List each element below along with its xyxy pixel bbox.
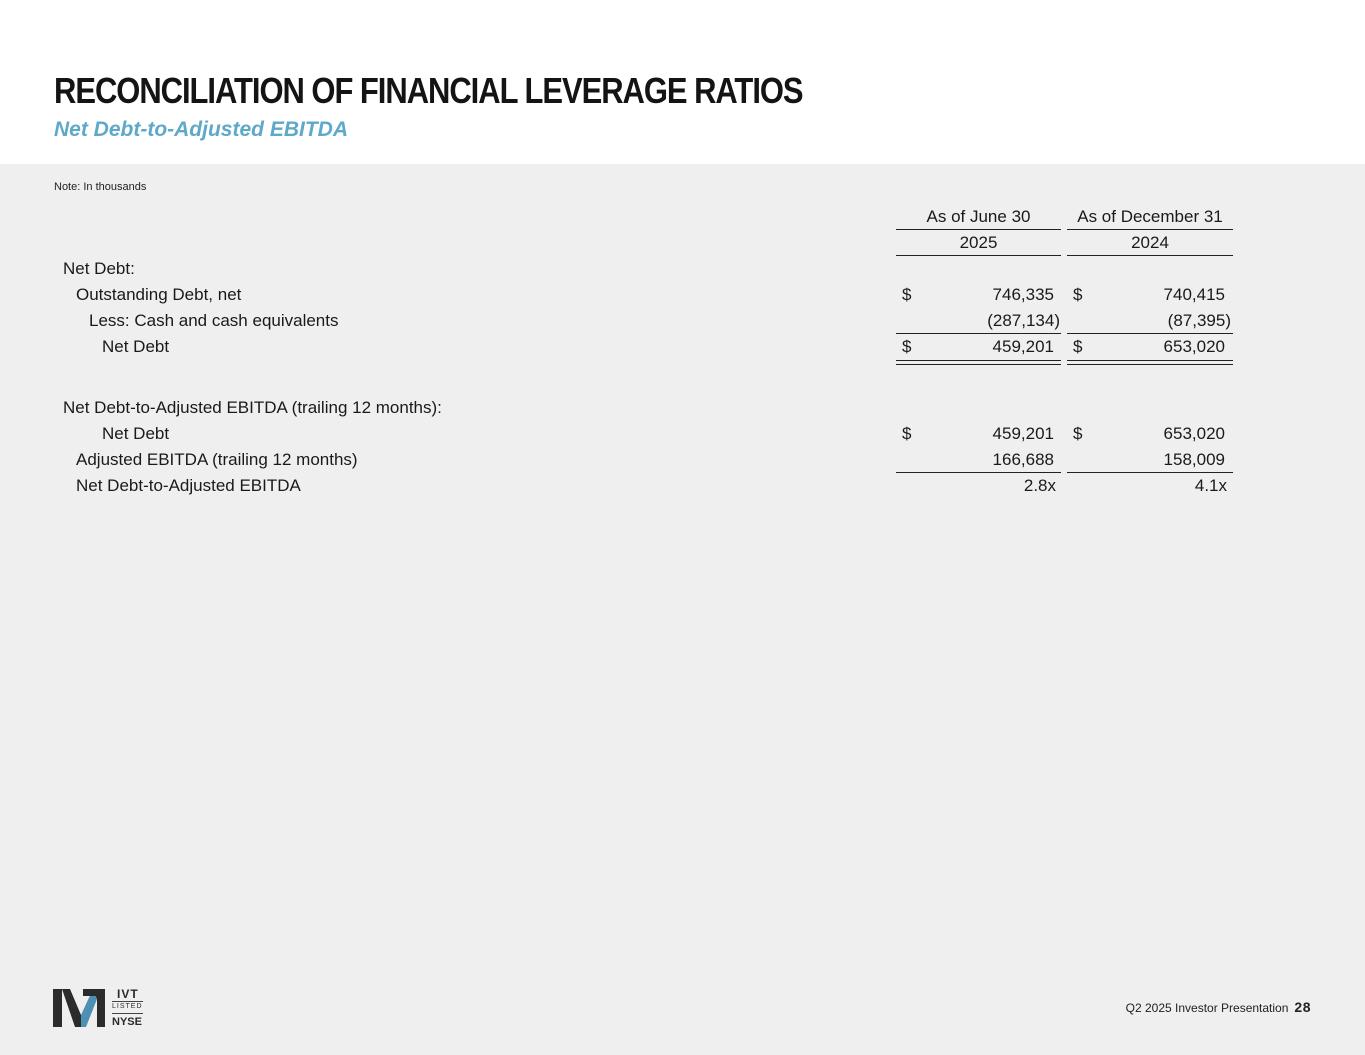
currency-symbol: $: [902, 337, 912, 356]
section-net-debt: Net Debt:: [63, 259, 135, 278]
currency-symbol: $: [1073, 285, 1083, 304]
units-note: Note: In thousands: [54, 181, 147, 193]
logo-listed: LISTED: [112, 1003, 143, 1010]
subtotal-rule: [1067, 333, 1233, 334]
currency-symbol: $: [1073, 337, 1083, 356]
header-rule: [896, 255, 1061, 256]
value-2024: 158,009: [1163, 450, 1225, 469]
column-year-2025: 2025: [959, 233, 998, 252]
presentation-title: Q2 2025 Investor Presentation: [1125, 1001, 1289, 1015]
logo-exchange: NYSE: [112, 1016, 142, 1028]
currency-symbol: $: [1073, 424, 1083, 443]
currency-symbol: $: [902, 424, 912, 443]
value-2025: 459,201: [992, 337, 1054, 356]
value-2024: 740,415: [1163, 285, 1225, 304]
row-adj-ebitda-label: Adjusted EBITDA (trailing 12 months): [76, 450, 358, 469]
logo-ticker: IVT: [117, 987, 139, 1001]
header-rule: [1067, 229, 1233, 230]
total-double-rule: [1067, 360, 1233, 365]
logo-divider: [112, 1001, 143, 1002]
page-number: 28: [1294, 999, 1311, 1015]
row-ratio-label: Net Debt-to-Adjusted EBITDA: [76, 476, 301, 495]
row-net-debt-2-label: Net Debt: [102, 424, 170, 443]
page-title: RECONCILIATION OF FINANCIAL LEVERAGE RATIOS: [54, 70, 803, 111]
subtotal-rule: [1067, 472, 1233, 473]
value-2025: (287,134): [987, 311, 1060, 330]
column-period-2025: As of June 30: [926, 207, 1031, 226]
currency-symbol: $: [902, 285, 912, 304]
row-net-debt-label: Net Debt: [102, 337, 170, 356]
row-outstanding-debt-label: Outstanding Debt, net: [76, 285, 242, 304]
value-2025: 746,335: [992, 285, 1054, 304]
value-2024: 653,020: [1163, 424, 1225, 443]
value-2025: 166,688: [992, 450, 1054, 469]
total-double-rule: [896, 360, 1061, 365]
column-year-2024: 2024: [1131, 233, 1169, 252]
value-2024: 653,020: [1163, 337, 1225, 356]
section-ratio: Net Debt-to-Adjusted EBITDA (trailing 12 months):: [63, 398, 442, 417]
value-2024: 4.1x: [1194, 476, 1227, 495]
header-rule: [1067, 255, 1233, 256]
value-2025: 459,201: [992, 424, 1054, 443]
header-rule: [896, 229, 1061, 230]
page-subtitle: Net Debt-to-Adjusted EBITDA: [54, 118, 348, 141]
value-2025: 2.8x: [1023, 476, 1056, 495]
footer-presentation: [1126, 999, 1311, 1015]
subtotal-rule: [896, 333, 1061, 334]
logo-divider: [112, 1013, 143, 1014]
row-less-cash-label: Less: Cash and cash equivalents: [89, 311, 339, 330]
subtotal-rule: [896, 472, 1061, 473]
column-period-2024: As of December 31: [1077, 207, 1223, 226]
value-2024: (87,395): [1167, 311, 1231, 330]
